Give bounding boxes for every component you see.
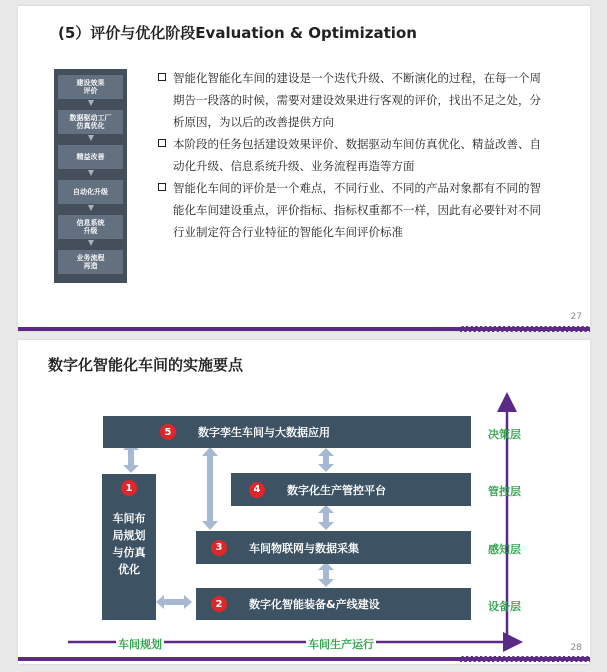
slide-title: (5）评价与优化阶段Evaluation & Optimization [58,24,417,42]
box-label: 数字化智能装备&产线建设 [249,598,380,611]
box-label: 数字孪生车间与大数据应用 [198,426,330,439]
double-arrow-icon [318,448,334,472]
number-badge: 1 [121,480,137,496]
bullet-item: 智能化车间的评价是一个难点，不同行业、不同的产品对象都有不同的智能化车间建设重点，评价指标、指标权重都不一样，因此有必要针对不同行业制定符合行业特征的智能化车间评价标准 [158,177,548,243]
double-arrow-icon [202,447,218,530]
down-arrow-icon [88,240,94,246]
number-badge: 3 [211,540,227,556]
box-control-platform [231,473,471,506]
axis-label-production: 车间生产运行 [308,638,374,651]
step-evaluation: 建设效果 评价 [58,75,123,99]
step-lean: 精益改善 [58,145,123,169]
double-arrow-icon [318,505,334,530]
bullet-item: 本阶段的任务包括建设效果评价、数据驱动车间仿真优化、精益改善、自动化升级、信息系统升级、业务流程再造等方面 [158,133,548,177]
stage-steps-panel [54,69,127,283]
step-info-system: 信息系统 升级 [58,215,123,239]
step-automation: 自动化升级 [58,180,123,204]
box-layout-planning [102,474,156,620]
number-badge: 5 [160,424,176,440]
box-label: 车间布 局规划 与仿真 优化 [112,512,146,576]
footer-bar [18,327,590,331]
down-arrow-icon [88,135,94,141]
layer-decision: 决策层 [488,428,521,441]
bullet-list [158,67,548,243]
box-label: 数字化生产管控平台 [287,483,386,497]
box-equipment [196,588,471,620]
number-badge: 2 [211,596,227,612]
box-digital-twin [103,416,471,448]
axis-label-planning: 车间规划 [118,638,162,651]
layer-sensing: 感知层 [488,543,521,556]
slide-27 [18,6,590,331]
down-arrow-icon [88,170,94,176]
step-simulation: 数据驱动工厂 仿真优化 [58,110,123,134]
layer-device: 设备层 [488,600,521,613]
box-iot [196,531,471,564]
down-arrow-icon [88,205,94,211]
down-arrow-icon [88,100,94,106]
page-number: 27 [570,312,582,322]
slide-title: 数字化智能化车间的实施要点 [48,356,244,374]
number-badge: 4 [249,482,265,498]
footer-bar [18,657,590,661]
double-arrow-icon [318,562,334,587]
bullet-item: 智能化智能化车间的建设是一个迭代升级、不断演化的过程，在每一个周期告一段落的时候，需要对建设效果进行客观的评价，找出不足之处，分析原因，为以后的改善提供方向 [158,67,548,133]
box-label: 车间物联网与数据采集 [249,541,359,555]
double-arrow-icon [156,595,192,609]
page-number: 28 [570,643,582,653]
slide-28 [18,340,590,664]
step-process: 业务流程 再造 [58,250,123,274]
layer-control: 管控层 [488,485,521,498]
